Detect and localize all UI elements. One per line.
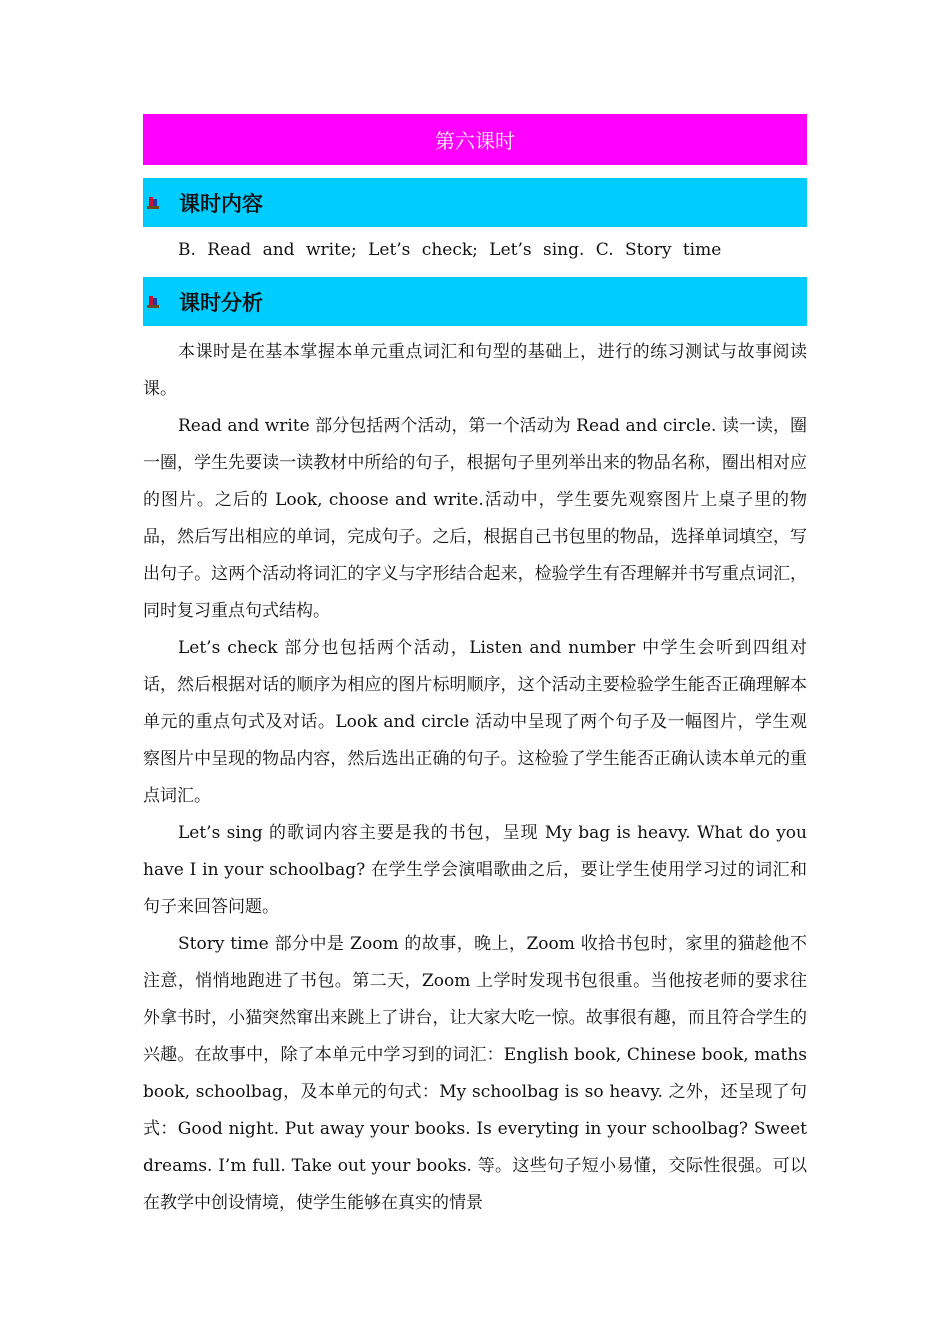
section-label: 课时内容: [179, 191, 263, 216]
analysis-paragraph: 本课时是在基本掌握本单元重点词汇和句型的基础上，进行的练习测试与故事阅读课。: [143, 342, 807, 399]
section-header-content: [143, 178, 807, 227]
analysis-paragraph: Story time 部分中是 Zoom 的故事，晚上，Zoom 收拾书包时，家里的猫趁他不注意，悄悄地跑进了书包。第二天，Zoom 上学时发现书包很重。当他按老师的要求往外拿书时，小猫突然窜出来跳上了讲台，让大家大吃一惊。故事很有趣，而且符合学生的兴趣。在故事中，除了本单元中学习到的词汇：English book, Chinese book, maths book, schoolbag，及本单元的句式：My schoolbag is so heavy. 之外，还呈现了句式：Good night. Put away your books. Is everyting in your schoolbag? Sweet dreams. I’m full. Take out your books. 等。这些句子短小易懂，交际性很强。可以在教学中创设情境，使学生能够在真实的情景: [143, 934, 807, 1213]
lesson-content-text: B. Read and write; Let’s check; Let’s sing. C. Story time: [178, 240, 722, 260]
analysis-paragraph: Let’s check 部分也包括两个活动，Listen and number 中学生会听到四组对话，然后根据对话的顺序为相应的图片标明顺序，这个活动主要检验学生能否正确理解本单元的重点句式及对话。Look and circle 活动中呈现了两个句子及一幅图片，学生观察图片中呈现的物品内容，然后选出正确的句子。这检验了学生能否正确认读本单元的重点词汇。: [143, 638, 807, 806]
book-stack-icon: [147, 296, 159, 308]
analysis-paragraph: Read and write 部分包括两个活动，第一个活动为 Read and circle. 读一读，圈一圈，学生先要读一读教材中所给的句子，根据句子里列举出来的物品名称，圈出相对应的图片。之后的 Look, choose and write.活动中，学生要先观察图片上桌子里的物品，然后写出相应的单词，完成句子。之后，根据自己书包里的物品，选择单词填空，写出句子。这两个活动将词汇的字义与字形结合起来，检验学生有否理解并书写重点词汇，同时复习重点句式结构。: [143, 416, 807, 621]
lesson-title-bar: [143, 114, 807, 165]
lesson-title: 第六课时: [435, 129, 515, 153]
book-stack-icon: [147, 197, 159, 209]
analysis-paragraph: Let’s sing 的歌词内容主要是我的书包，呈现 My bag is heavy. What do you have I in your schoolbag? 在学生学会演唱歌曲之后，要让学生使用学习过的词汇和句子来回答问题。: [143, 823, 807, 917]
section-label: 课时分析: [179, 290, 263, 315]
section-header-analysis: [143, 277, 807, 326]
